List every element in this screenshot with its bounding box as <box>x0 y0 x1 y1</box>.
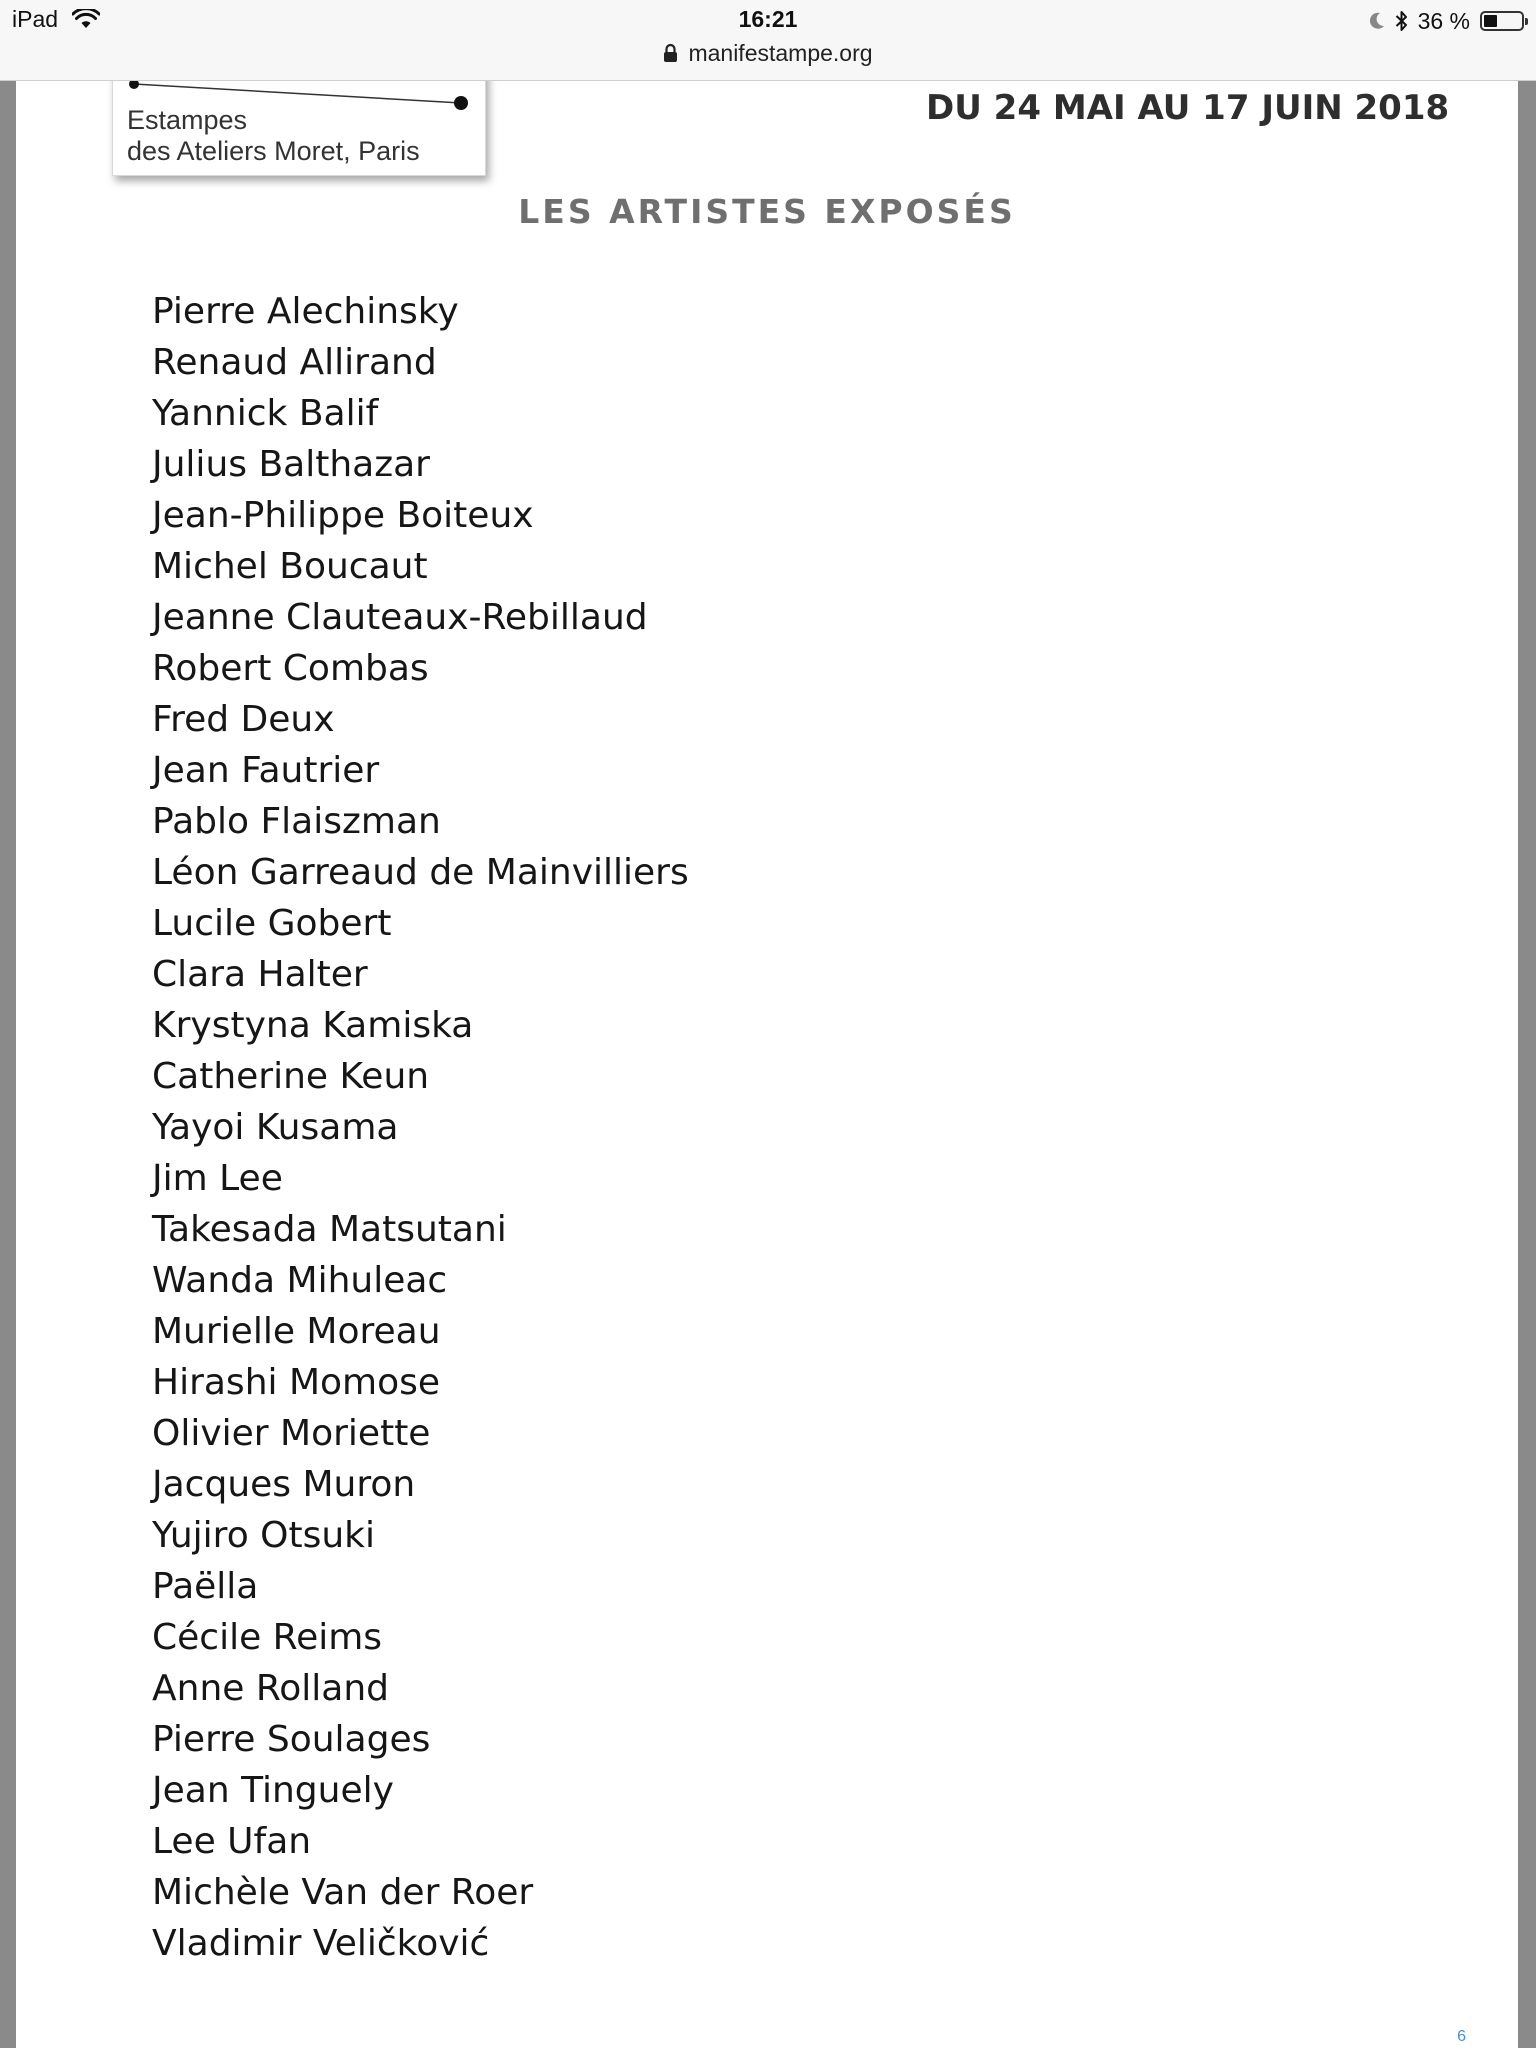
artist-name: Michel Boucaut <box>152 546 428 587</box>
artist-name: Jean Tinguely <box>152 1770 394 1811</box>
artist-name: Jeanne Clauteaux-Rebillaud <box>152 597 648 638</box>
lock-icon <box>663 43 678 63</box>
battery-icon <box>1480 11 1524 31</box>
section-title: LES ARTISTES EXPOSÉS <box>518 192 1016 231</box>
artist-name: Yujiro Otsuki <box>152 1515 376 1556</box>
clock: 16:21 <box>738 6 798 32</box>
artist-name: Jean-Philippe Boiteux <box>152 495 534 536</box>
clipped-heading <box>926 80 1226 88</box>
artist-name: Fred Deux <box>152 699 335 740</box>
artist-name: Hirashi Momose <box>152 1362 441 1403</box>
artist-name: Jacques Muron <box>152 1464 416 1505</box>
logo-line-2: des Ateliers Moret, Paris <box>127 136 420 166</box>
artist-name: Yannick Balif <box>152 393 379 434</box>
moon-icon <box>1369 12 1385 30</box>
artist-name: Catherine Keun <box>152 1056 430 1097</box>
artist-name: Krystyna Kamiska <box>152 1005 474 1046</box>
web-viewport[interactable] <box>0 80 1536 2048</box>
logo <box>112 80 486 176</box>
artist-name: Clara Halter <box>152 954 368 995</box>
artist-name: Takesada Matsutani <box>152 1209 507 1250</box>
page-number: 6 <box>1457 2028 1466 2045</box>
artist-list <box>152 286 689 1969</box>
artist-name: Jim Lee <box>152 1158 283 1199</box>
artist-name: Yayoi Kusama <box>152 1107 399 1148</box>
document-page <box>16 80 1518 2048</box>
device-name: iPad <box>12 6 59 32</box>
artist-name: Wanda Mihuleac <box>152 1260 448 1301</box>
artist-name: Anne Rolland <box>152 1668 390 1709</box>
artist-name: Lucile Gobert <box>152 903 392 944</box>
artist-name: Renaud Allirand <box>152 342 437 383</box>
status-indicators <box>1369 6 1524 36</box>
artist-name: Léon Garreaud de Mainvilliers <box>152 852 689 893</box>
artist-name: Pierre Soulages <box>152 1719 431 1760</box>
bluetooth-icon <box>1395 10 1408 32</box>
artist-name: Julius Balthazar <box>152 444 430 485</box>
artist-name: Lee Ufan <box>152 1821 312 1862</box>
artist-name: Jean Fautrier <box>152 750 380 791</box>
address-bar[interactable] <box>0 40 1536 67</box>
artist-name: Pierre Alechinsky <box>152 291 459 332</box>
artist-name: Murielle Moreau <box>152 1311 441 1352</box>
ios-status-bar <box>0 0 1536 81</box>
artist-name: Olivier Moriette <box>152 1413 431 1454</box>
artist-name: Pablo Flaiszman <box>152 801 441 842</box>
logo-line-1: Estampes <box>127 105 248 135</box>
battery-percent: 36 % <box>1417 7 1470 34</box>
url-text: manifestampe.org <box>688 40 873 66</box>
artist-name: Robert Combas <box>152 648 429 689</box>
artist-name: Michèle Van der Roer <box>152 1872 534 1913</box>
battery-fill <box>1484 15 1497 27</box>
artist-name: Paëlla <box>152 1566 259 1607</box>
artist-name: Cécile Reims <box>152 1617 383 1658</box>
exhibition-dates: DU 24 MAI AU 17 JUIN 2018 <box>926 88 1450 128</box>
artist-name: Vladimir Veličković <box>152 1923 490 1964</box>
